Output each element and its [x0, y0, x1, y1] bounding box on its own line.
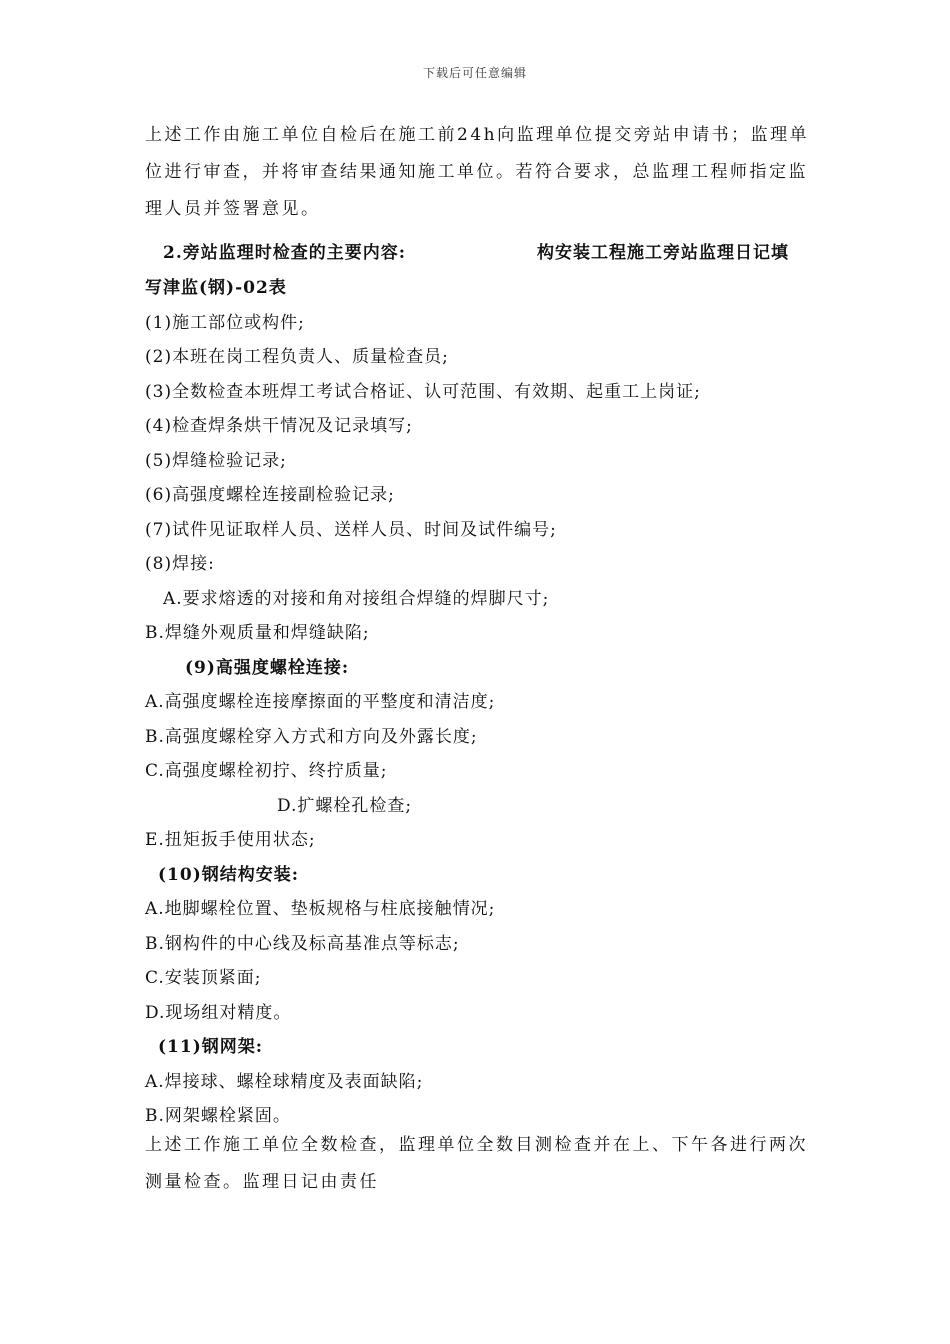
sub-item: D.现场组对精度。 [145, 1003, 292, 1023]
page-header: 下载后可任意编辑 [422, 66, 527, 80]
sub-item: C.高强度螺栓初拧、终拧质量; [145, 761, 388, 781]
closing-paragraph: 上述工作施工单位全数检查，监理单位全数目测检查并在上、下午各进行两次测量检查。监理日记由责任 [145, 1135, 808, 1192]
sub-item: B.钢构件的中心线及标高基准点等标志; [145, 934, 460, 954]
intro-paragraph: 上述工作由施工单位自检后在施工前24h向监理单位提交旁站申请书；监理单位进行审查，并将审查结果通知施工单位。若符合要求，总监理工程师指定监理人员并签署意见。 [145, 125, 810, 219]
list-item: (3)全数检查本班焊工考试合格证、认可范围、有效期、起重工上岗证; [145, 382, 701, 402]
section2-heading-cont: 写津监(钢)-02表 [145, 278, 287, 298]
list-item-heading: (11)钢网架: [158, 1037, 264, 1057]
list-item: (2)本班在岗工程负责人、质量检查员; [145, 347, 449, 367]
sub-item: A.要求熔透的对接和角对接组合焊缝的焊脚尺寸; [163, 589, 550, 609]
sub-item: B.网架螺栓紧固。 [145, 1106, 291, 1126]
sub-item: A.地脚螺栓位置、垫板规格与柱底接触情况; [145, 899, 496, 919]
sub-item: B.焊缝外观质量和焊缝缺陷; [145, 623, 370, 643]
list-item: (7)试件见证取样人员、送样人员、时间及试件编号; [145, 520, 557, 540]
list-item: (8)焊接: [145, 554, 215, 574]
list-item: (6)高强度螺栓连接副检验记录; [145, 485, 395, 505]
section2-heading: 2.旁站监理时检查的主要内容: [163, 243, 407, 263]
sub-item: A.焊接球、螺栓球精度及表面缺陷; [145, 1072, 424, 1092]
sub-item: D.扩螺栓孔检查; [277, 796, 413, 816]
sub-item: B.高强度螺栓穿入方式和方向及外露长度; [145, 727, 478, 747]
list-item-heading: (10)钢结构安装: [158, 865, 300, 885]
list-item-heading: (9)高强度螺栓连接: [185, 658, 350, 678]
sub-item: E.扭矩扳手使用状态; [145, 830, 316, 850]
list-item: (5)焊缝检验记录; [145, 451, 287, 471]
section2-heading-right: 构安装工程施工旁站监理日记填 [537, 243, 789, 263]
list-item: (4)检查焊条烘干情况及记录填写; [145, 416, 413, 436]
sub-item: C.安装顶紧面; [145, 968, 262, 988]
sub-item: A.高强度螺栓连接摩擦面的平整度和清洁度; [145, 692, 496, 712]
list-item: (1)施工部位或构件; [145, 313, 305, 333]
